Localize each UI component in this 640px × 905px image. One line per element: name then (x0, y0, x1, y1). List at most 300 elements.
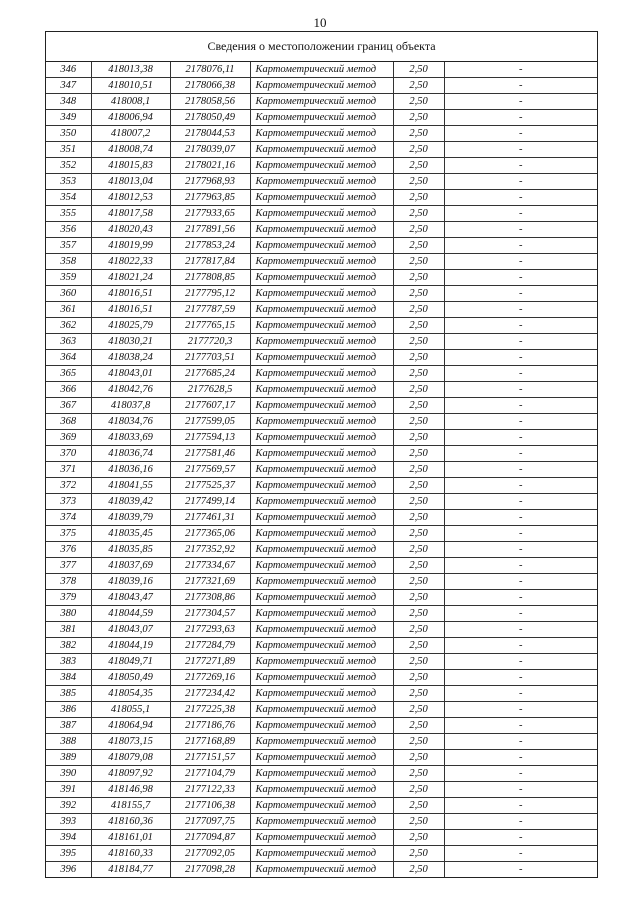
y-coordinate-cell: 2177685,24 (170, 366, 250, 382)
description-cell: - (444, 350, 597, 366)
table-row (46, 798, 597, 814)
table-row (46, 190, 597, 206)
x-coordinate-cell: 418022,33 (91, 254, 170, 270)
point-number-cell: 383 (46, 654, 91, 670)
table-row (46, 78, 597, 94)
method-cell: Картометрический метод (250, 238, 393, 254)
table-row (46, 222, 597, 238)
method-cell: Картометрический метод (250, 94, 393, 110)
x-coordinate-cell: 418019,99 (91, 238, 170, 254)
table-row (46, 414, 597, 430)
method-cell: Картометрический метод (250, 702, 393, 718)
description-cell: - (444, 446, 597, 462)
x-coordinate-cell: 418021,24 (91, 270, 170, 286)
accuracy-cell: 2,50 (393, 734, 444, 750)
point-number-cell: 382 (46, 638, 91, 654)
point-number-cell: 353 (46, 174, 91, 190)
x-coordinate-cell: 418184,77 (91, 862, 170, 878)
point-number-cell: 352 (46, 158, 91, 174)
method-cell: Картометрический метод (250, 398, 393, 414)
x-coordinate-cell: 418064,94 (91, 718, 170, 734)
table-row (46, 494, 597, 510)
accuracy-cell: 2,50 (393, 270, 444, 286)
y-coordinate-cell: 2177525,37 (170, 478, 250, 494)
x-coordinate-cell: 418041,55 (91, 478, 170, 494)
description-cell: - (444, 94, 597, 110)
table-row (46, 206, 597, 222)
y-coordinate-cell: 2178021,16 (170, 158, 250, 174)
point-number-cell: 390 (46, 766, 91, 782)
x-coordinate-cell: 418073,15 (91, 734, 170, 750)
point-number-cell: 378 (46, 574, 91, 590)
accuracy-cell: 2,50 (393, 510, 444, 526)
x-coordinate-cell: 418043,47 (91, 590, 170, 606)
table-row (46, 318, 597, 334)
point-number-cell: 363 (46, 334, 91, 350)
accuracy-cell: 2,50 (393, 430, 444, 446)
y-coordinate-cell: 2177284,79 (170, 638, 250, 654)
x-coordinate-cell: 418008,1 (91, 94, 170, 110)
table-row (46, 126, 597, 142)
accuracy-cell: 2,50 (393, 670, 444, 686)
table-title: Сведения о местоположении границ объекта (46, 32, 597, 62)
table-row (46, 718, 597, 734)
description-cell: - (444, 830, 597, 846)
accuracy-cell: 2,50 (393, 78, 444, 94)
y-coordinate-cell: 2177817,84 (170, 254, 250, 270)
accuracy-cell: 2,50 (393, 766, 444, 782)
method-cell: Картометрический метод (250, 142, 393, 158)
method-cell: Картометрический метод (250, 814, 393, 830)
method-cell: Картометрический метод (250, 286, 393, 302)
table-row (46, 510, 597, 526)
description-cell: - (444, 254, 597, 270)
y-coordinate-cell: 2177581,46 (170, 446, 250, 462)
table-row (46, 398, 597, 414)
y-coordinate-cell: 2177808,85 (170, 270, 250, 286)
description-cell: - (444, 78, 597, 94)
y-coordinate-cell: 2177628,5 (170, 382, 250, 398)
accuracy-cell: 2,50 (393, 398, 444, 414)
method-cell: Картометрический метод (250, 574, 393, 590)
point-number-cell: 376 (46, 542, 91, 558)
method-cell: Картометрический метод (250, 382, 393, 398)
accuracy-cell: 2,50 (393, 334, 444, 350)
x-coordinate-cell: 418043,07 (91, 622, 170, 638)
description-cell: - (444, 798, 597, 814)
accuracy-cell: 2,50 (393, 718, 444, 734)
x-coordinate-cell: 418020,43 (91, 222, 170, 238)
accuracy-cell: 2,50 (393, 142, 444, 158)
x-coordinate-cell: 418035,85 (91, 542, 170, 558)
x-coordinate-cell: 418036,74 (91, 446, 170, 462)
accuracy-cell: 2,50 (393, 366, 444, 382)
description-cell: - (444, 846, 597, 862)
method-cell: Картометрический метод (250, 430, 393, 446)
point-number-cell: 357 (46, 238, 91, 254)
description-cell: - (444, 270, 597, 286)
method-cell: Картометрический метод (250, 414, 393, 430)
accuracy-cell: 2,50 (393, 542, 444, 558)
table-row (46, 158, 597, 174)
y-coordinate-cell: 2177334,67 (170, 558, 250, 574)
point-number-cell: 393 (46, 814, 91, 830)
point-number-cell: 374 (46, 510, 91, 526)
table-row (46, 526, 597, 542)
description-cell: - (444, 606, 597, 622)
point-number-cell: 370 (46, 446, 91, 462)
table-row (46, 238, 597, 254)
point-number-cell: 391 (46, 782, 91, 798)
table-row (46, 350, 597, 366)
boundary-coordinates-table (46, 62, 597, 877)
y-coordinate-cell: 2177168,89 (170, 734, 250, 750)
x-coordinate-cell: 418007,2 (91, 126, 170, 142)
description-cell: - (444, 430, 597, 446)
table-row (46, 270, 597, 286)
x-coordinate-cell: 418043,01 (91, 366, 170, 382)
point-number-cell: 392 (46, 798, 91, 814)
page-number: 10 (313, 15, 327, 30)
table-row (46, 174, 597, 190)
accuracy-cell: 2,50 (393, 206, 444, 222)
description-cell: - (444, 478, 597, 494)
table-row (46, 142, 597, 158)
table-row (46, 846, 597, 862)
accuracy-cell: 2,50 (393, 478, 444, 494)
table-row (46, 702, 597, 718)
table-row (46, 734, 597, 750)
y-coordinate-cell: 2177963,85 (170, 190, 250, 206)
description-cell: - (444, 158, 597, 174)
table-row (46, 334, 597, 350)
description-cell: - (444, 366, 597, 382)
y-coordinate-cell: 2177186,76 (170, 718, 250, 734)
description-cell: - (444, 558, 597, 574)
accuracy-cell: 2,50 (393, 862, 444, 878)
point-number-cell: 380 (46, 606, 91, 622)
y-coordinate-cell: 2177599,05 (170, 414, 250, 430)
accuracy-cell: 2,50 (393, 750, 444, 766)
x-coordinate-cell: 418039,16 (91, 574, 170, 590)
x-coordinate-cell: 418037,8 (91, 398, 170, 414)
description-cell: - (444, 590, 597, 606)
point-number-cell: 364 (46, 350, 91, 366)
method-cell: Картометрический метод (250, 446, 393, 462)
x-coordinate-cell: 418049,71 (91, 654, 170, 670)
accuracy-cell: 2,50 (393, 190, 444, 206)
y-coordinate-cell: 2177122,33 (170, 782, 250, 798)
x-coordinate-cell: 418055,1 (91, 702, 170, 718)
description-cell: - (444, 510, 597, 526)
method-cell: Картометрический метод (250, 270, 393, 286)
accuracy-cell: 2,50 (393, 158, 444, 174)
table-row (46, 574, 597, 590)
x-coordinate-cell: 418097,92 (91, 766, 170, 782)
accuracy-cell: 2,50 (393, 174, 444, 190)
method-cell: Картометрический метод (250, 670, 393, 686)
y-coordinate-cell: 2177569,57 (170, 462, 250, 478)
method-cell: Картометрический метод (250, 718, 393, 734)
point-number-cell: 396 (46, 862, 91, 878)
point-number-cell: 350 (46, 126, 91, 142)
description-cell: - (444, 814, 597, 830)
accuracy-cell: 2,50 (393, 686, 444, 702)
description-cell: - (444, 622, 597, 638)
point-number-cell: 347 (46, 78, 91, 94)
accuracy-cell: 2,50 (393, 846, 444, 862)
y-coordinate-cell: 2177104,79 (170, 766, 250, 782)
x-coordinate-cell: 418050,49 (91, 670, 170, 686)
x-coordinate-cell: 418025,79 (91, 318, 170, 334)
y-coordinate-cell: 2177365,06 (170, 526, 250, 542)
point-number-cell: 362 (46, 318, 91, 334)
y-coordinate-cell: 2178058,56 (170, 94, 250, 110)
point-number-cell: 355 (46, 206, 91, 222)
y-coordinate-cell: 2177308,86 (170, 590, 250, 606)
y-coordinate-cell: 2177853,24 (170, 238, 250, 254)
accuracy-cell: 2,50 (393, 254, 444, 270)
point-number-cell: 346 (60, 64, 77, 75)
table-row (46, 462, 597, 478)
y-coordinate-cell: 2177094,87 (170, 830, 250, 846)
y-coordinate-cell: 2177097,75 (170, 814, 250, 830)
method-cell: Картометрический метод (250, 318, 393, 334)
accuracy-cell: 2,50 (393, 302, 444, 318)
accuracy-cell: 2,50 (393, 622, 444, 638)
point-number-cell: 354 (46, 190, 91, 206)
table-row (46, 830, 597, 846)
method-cell: Картометрический метод (250, 846, 393, 862)
accuracy-cell: 2,50 (393, 558, 444, 574)
y-coordinate-cell: 2177106,38 (170, 798, 250, 814)
point-number-cell: 375 (46, 526, 91, 542)
y-coordinate-cell: 2177720,3 (170, 334, 250, 350)
x-coordinate-cell: 418006,94 (91, 110, 170, 126)
y-coordinate-cell: 2177304,57 (170, 606, 250, 622)
x-coordinate-cell: 418036,16 (91, 462, 170, 478)
accuracy-cell: 2,50 (393, 414, 444, 430)
y-coordinate-cell: 2178076,11 (170, 62, 250, 78)
accuracy-cell: 2,50 (393, 702, 444, 718)
point-number-cell: 389 (46, 750, 91, 766)
x-coordinate-cell: 418008,74 (91, 142, 170, 158)
point-number-cell: 366 (46, 382, 91, 398)
method-cell: Картометрический метод (250, 558, 393, 574)
description-cell: - (444, 206, 597, 222)
description-cell: - (444, 702, 597, 718)
method-cell: Картометрический метод (250, 334, 393, 350)
accuracy-cell: 2,50 (393, 830, 444, 846)
method-cell: Картометрический метод (250, 478, 393, 494)
accuracy-cell: 2,50 (393, 606, 444, 622)
table-row (46, 94, 597, 110)
table-row (46, 382, 597, 398)
y-coordinate-cell: 2177234,42 (170, 686, 250, 702)
x-coordinate-cell: 418038,24 (91, 350, 170, 366)
table-row (46, 638, 597, 654)
point-number-cell: 372 (46, 478, 91, 494)
x-coordinate-cell: 418160,33 (91, 846, 170, 862)
point-number-cell: 379 (46, 590, 91, 606)
x-coordinate-cell: 418034,76 (91, 414, 170, 430)
description-cell: - (444, 126, 597, 142)
y-coordinate-cell: 2177968,93 (170, 174, 250, 190)
description-cell: - (444, 654, 597, 670)
y-coordinate-cell: 2177098,28 (170, 862, 250, 878)
x-coordinate-cell: 418146,98 (91, 782, 170, 798)
y-coordinate-cell: 2177787,59 (170, 302, 250, 318)
table-row (46, 782, 597, 798)
accuracy-cell: 2,50 (393, 638, 444, 654)
method-cell: Картометрический метод (250, 782, 393, 798)
y-coordinate-cell: 2177607,17 (170, 398, 250, 414)
method-cell: Картометрический метод (250, 606, 393, 622)
accuracy-cell: 2,50 (393, 798, 444, 814)
accuracy-cell: 2,50 (393, 526, 444, 542)
method-cell: Картометрический метод (250, 110, 393, 126)
boundary-table-frame (45, 31, 598, 878)
description-cell: - (444, 574, 597, 590)
accuracy-cell: 2,50 (393, 350, 444, 366)
table-row (46, 590, 597, 606)
method-cell: Картометрический метод (250, 542, 393, 558)
table-row (46, 606, 597, 622)
description-cell: - (444, 110, 597, 126)
point-number-cell: 369 (46, 430, 91, 446)
method-cell: Картометрический метод (250, 638, 393, 654)
x-coordinate-cell: 418013,38 (91, 62, 170, 78)
method-cell: Картометрический метод (250, 462, 393, 478)
method-cell: Картометрический метод (250, 366, 393, 382)
x-coordinate-cell: 418017,58 (91, 206, 170, 222)
method-cell: Картометрический метод (250, 798, 393, 814)
table-row (46, 766, 597, 782)
accuracy-cell: 2,50 (393, 238, 444, 254)
method-cell: Картометрический метод (250, 526, 393, 542)
description-cell: - (444, 302, 597, 318)
description-cell: - (444, 62, 597, 78)
accuracy-cell: 2,50 (393, 286, 444, 302)
x-coordinate-cell: 418079,08 (91, 750, 170, 766)
x-coordinate-cell: 418039,42 (91, 494, 170, 510)
table-row (46, 302, 597, 318)
x-coordinate-cell: 418016,51 (91, 302, 170, 318)
method-cell: Картометрический метод (250, 350, 393, 366)
method-cell: Картометрический метод (250, 862, 393, 878)
table-row (46, 558, 597, 574)
table-row (46, 670, 597, 686)
y-coordinate-cell: 2177933,65 (170, 206, 250, 222)
accuracy-cell: 2,50 (393, 126, 444, 142)
accuracy-cell: 2,50 (393, 574, 444, 590)
point-number-cell: 381 (46, 622, 91, 638)
description-cell: - (444, 494, 597, 510)
y-coordinate-cell: 2178066,38 (170, 78, 250, 94)
x-coordinate-cell: 418054,35 (91, 686, 170, 702)
table-row (46, 254, 597, 270)
y-coordinate-cell: 2177594,13 (170, 430, 250, 446)
description-cell: - (444, 334, 597, 350)
table-row (46, 862, 597, 878)
accuracy-cell: 2,50 (393, 94, 444, 110)
table-row (46, 750, 597, 766)
y-coordinate-cell: 2177269,16 (170, 670, 250, 686)
description-cell: - (444, 414, 597, 430)
table-row (46, 62, 597, 78)
method-cell: Картометрический метод (250, 622, 393, 638)
y-coordinate-cell: 2177092,05 (170, 846, 250, 862)
y-coordinate-cell: 2177499,14 (170, 494, 250, 510)
point-number-cell: 361 (46, 302, 91, 318)
method-cell: Картометрический метод (250, 510, 393, 526)
method-cell: Картометрический метод (250, 302, 393, 318)
method-cell: Картометрический метод (250, 494, 393, 510)
description-cell: - (444, 782, 597, 798)
table-row (46, 542, 597, 558)
point-number-cell: 368 (46, 414, 91, 430)
description-cell: - (444, 318, 597, 334)
table-row (46, 286, 597, 302)
x-coordinate-cell: 418013,04 (91, 174, 170, 190)
point-number-cell: 365 (46, 366, 91, 382)
description-cell: - (444, 638, 597, 654)
method-cell: Картометрический метод (250, 190, 393, 206)
method-cell: Картометрический метод (250, 766, 393, 782)
accuracy-cell: 2,50 (393, 110, 444, 126)
point-number-cell: 377 (46, 558, 91, 574)
x-coordinate-cell: 418012,53 (91, 190, 170, 206)
x-coordinate-cell: 418039,79 (91, 510, 170, 526)
description-cell: - (444, 686, 597, 702)
description-cell: - (444, 382, 597, 398)
y-coordinate-cell: 2178039,07 (170, 142, 250, 158)
table-row (46, 446, 597, 462)
table-row (46, 814, 597, 830)
point-number-cell: 367 (46, 398, 91, 414)
y-coordinate-cell: 2177461,31 (170, 510, 250, 526)
y-coordinate-cell: 2177765,15 (170, 318, 250, 334)
point-number-cell: 385 (46, 686, 91, 702)
description-cell: - (444, 142, 597, 158)
x-coordinate-cell: 418016,51 (91, 286, 170, 302)
accuracy-cell: 2,50 (393, 62, 444, 78)
description-cell: - (444, 222, 597, 238)
point-number-cell: 387 (46, 718, 91, 734)
x-coordinate-cell: 418015,83 (91, 158, 170, 174)
point-number-cell: 351 (46, 142, 91, 158)
x-coordinate-cell: 418042,76 (91, 382, 170, 398)
method-cell: Картометрический метод (250, 654, 393, 670)
x-coordinate-cell: 418155,7 (91, 798, 170, 814)
description-cell: - (444, 542, 597, 558)
table-row (46, 478, 597, 494)
x-coordinate-cell: 418161,01 (91, 830, 170, 846)
y-coordinate-cell: 2177352,92 (170, 542, 250, 558)
accuracy-cell: 2,50 (393, 814, 444, 830)
point-number-cell: 371 (46, 462, 91, 478)
accuracy-cell: 2,50 (393, 382, 444, 398)
accuracy-cell: 2,50 (393, 318, 444, 334)
method-cell: Картометрический метод (250, 222, 393, 238)
method-cell: Картометрический метод (250, 174, 393, 190)
x-coordinate-cell: 418035,45 (91, 526, 170, 542)
x-coordinate-cell: 418033,69 (91, 430, 170, 446)
y-coordinate-cell: 2177271,89 (170, 654, 250, 670)
method-cell: Картометрический метод (250, 590, 393, 606)
method-cell: Картометрический метод (250, 830, 393, 846)
y-coordinate-cell: 2177293,63 (170, 622, 250, 638)
